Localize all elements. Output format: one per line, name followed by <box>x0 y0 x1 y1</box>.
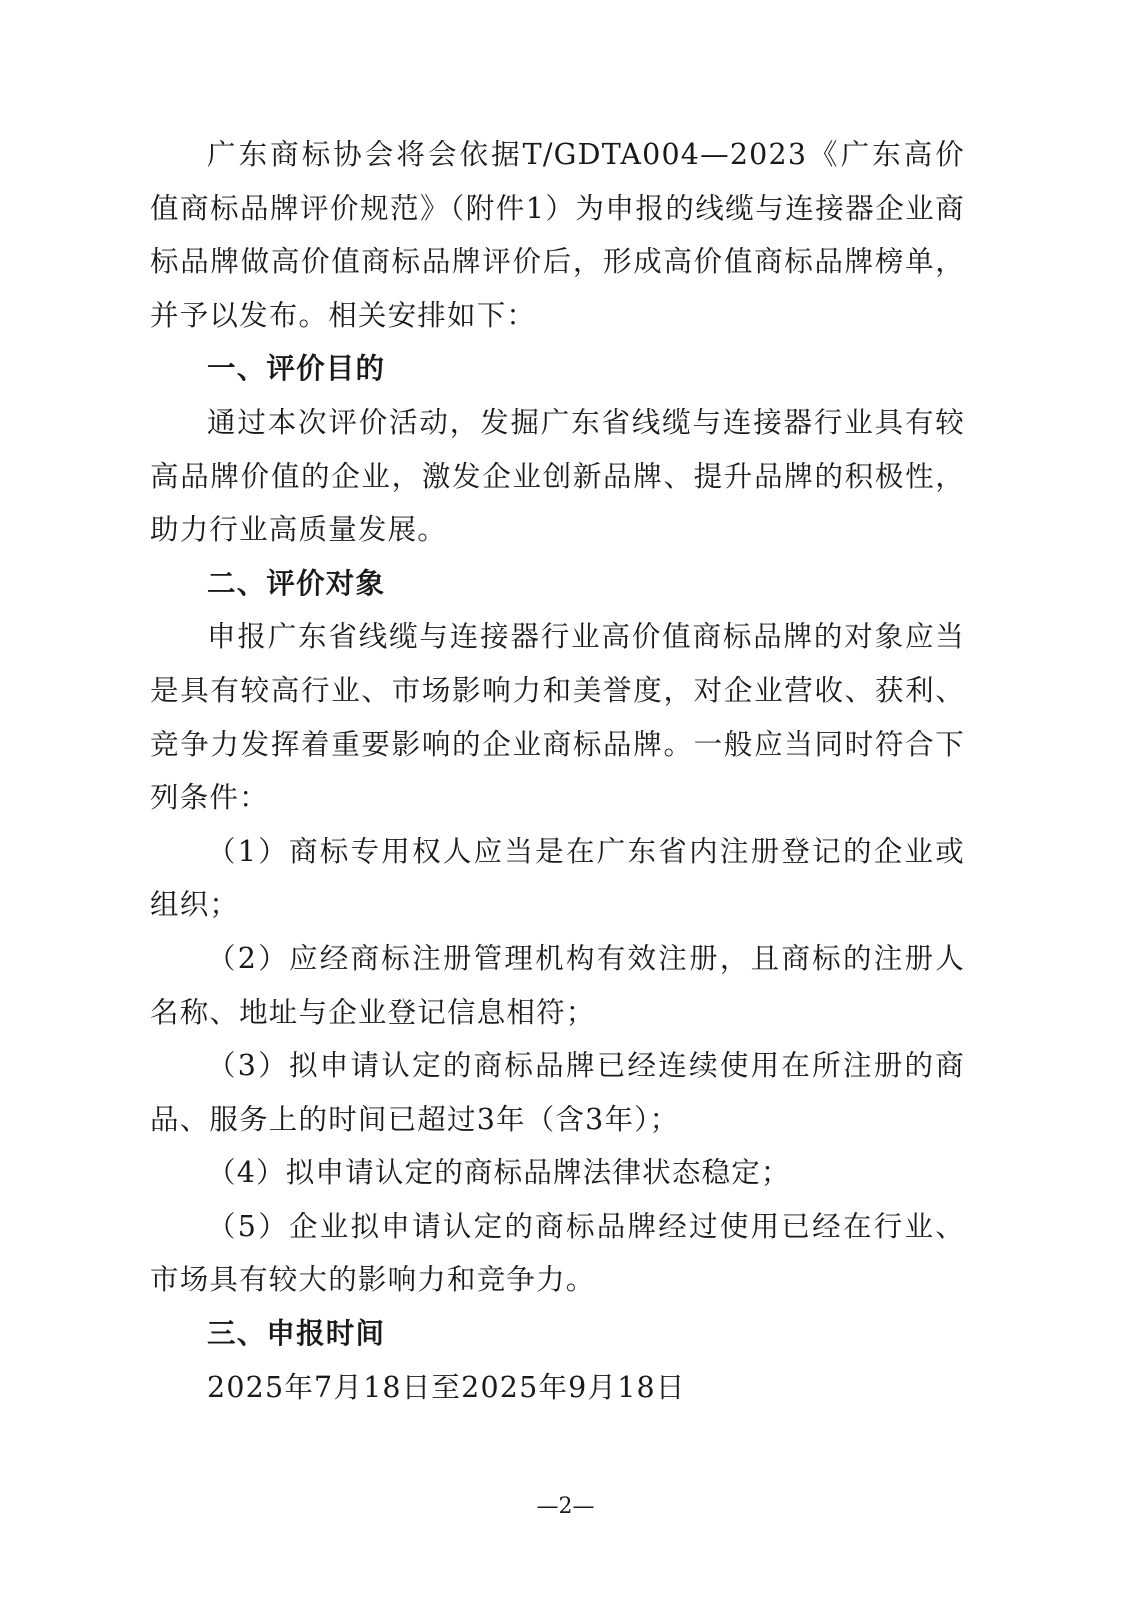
condition-item: （1）商标专用权人应当是在广东省内注册登记的企业或组织； <box>150 834 965 922</box>
section-heading-time: 三、申报时间 <box>207 1316 386 1351</box>
section-heading-purpose: 一、评价目的 <box>207 351 386 386</box>
section-heading-target: 二、评价对象 <box>207 565 386 600</box>
page-number: —2— <box>536 1494 595 1519</box>
section-body-time: 2025年7月18日至2025年9月18日 <box>207 1370 686 1404</box>
section-body-target: 申报广东省线缆与连接器行业高价值商标品牌的对象应当是具有较高行业、市场影响力和美誉度，对企业营收、获利、竞争力发挥着重要影响的企业商标品牌。一般应当同时符合下列条件： <box>150 620 965 815</box>
condition-item: （3）拟申请认定的商标品牌已经连续使用在所注册的商品、服务上的时间已超过3年（含3年）； <box>150 1049 965 1136</box>
condition-item: （2）应经商标注册管理机构有效注册，且商标的注册人名称、地址与企业登记信息相符； <box>150 941 965 1029</box>
document-body <box>150 128 965 1414</box>
intro-paragraph: 广东商标协会将会依据T/GDTA004—2023《广东高价值商标品牌评价规范》（附件1）为申报的线缆与连接器企业商标品牌做高价值商标品牌评价后，形成高价值商标品牌榜单，并予以发布。相关安排如下： <box>150 138 965 332</box>
condition-item: （4）拟申请认定的商标品牌法律状态稳定； <box>207 1156 791 1190</box>
section-body-purpose: 通过本次评价活动，发掘广东省线缆与连接器行业具有较高品牌价值的企业，激发企业创新品牌、提升品牌的积极性，助力行业高质量发展。 <box>150 405 965 547</box>
condition-item: （5）企业拟申请认定的商标品牌经过使用已经在行业、市场具有较大的影响力和竞争力。 <box>150 1209 965 1297</box>
